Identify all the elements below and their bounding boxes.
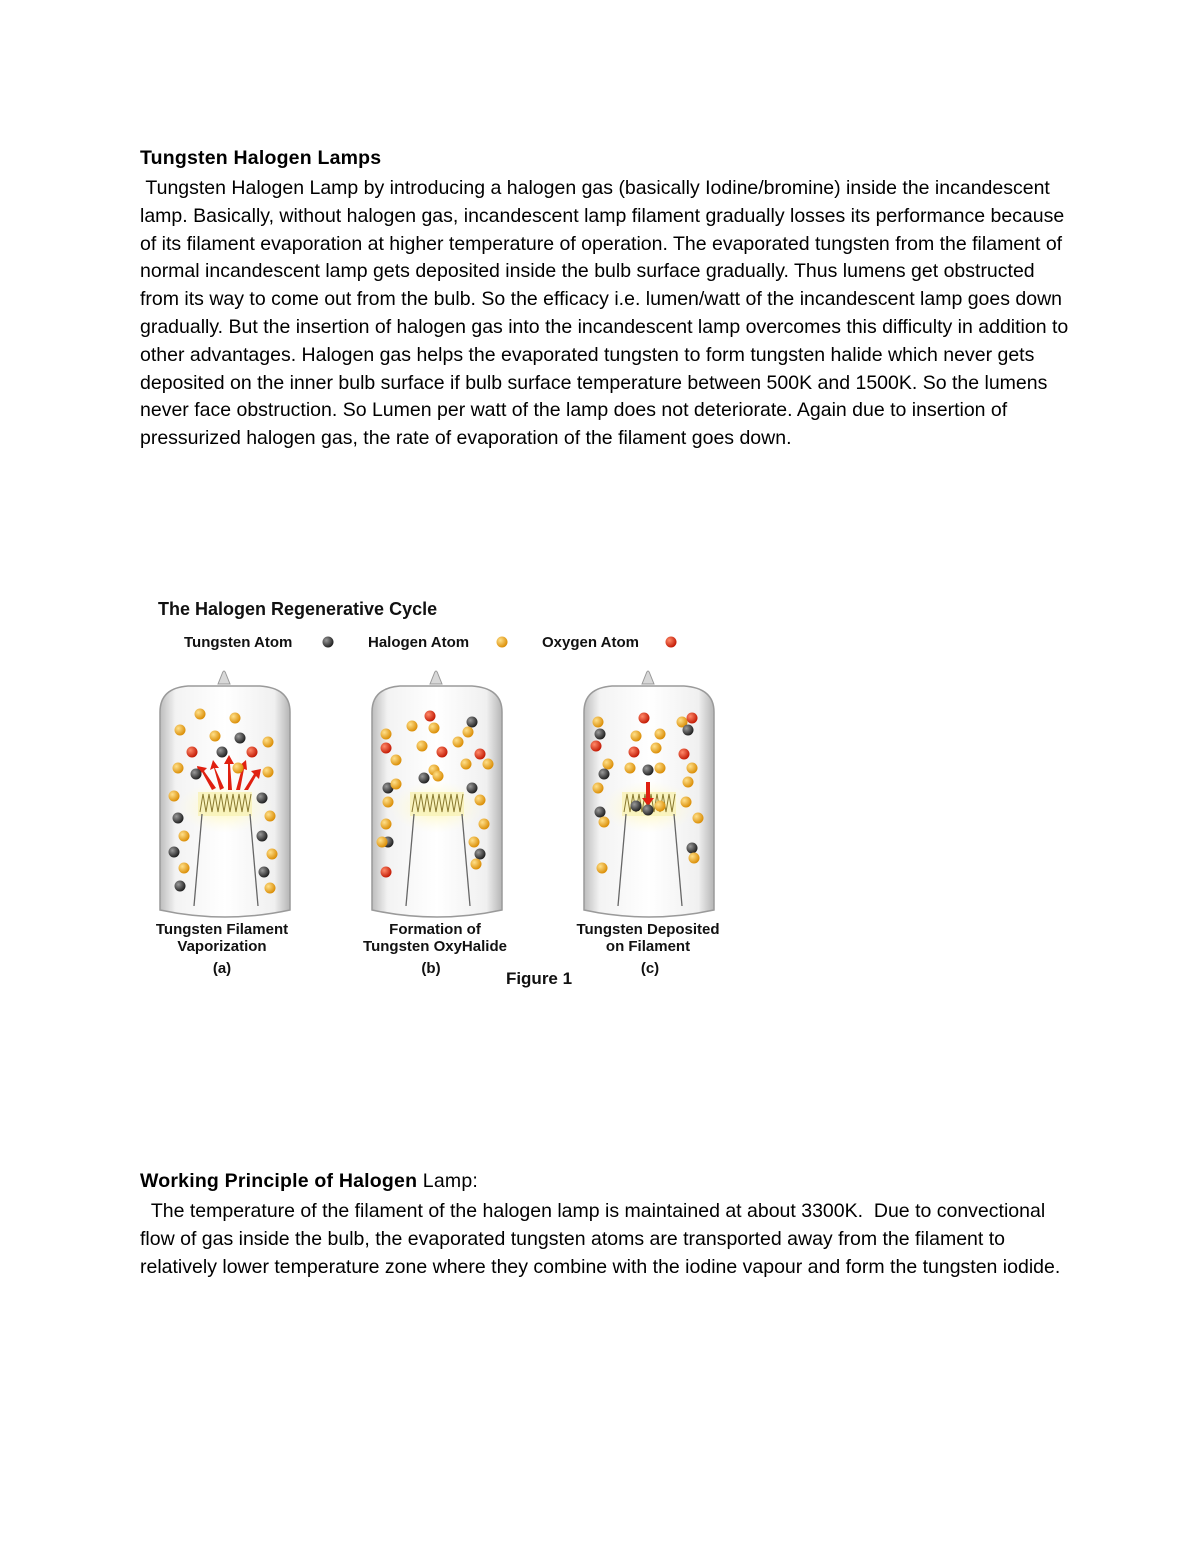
paragraph-tungsten-halogen-intro [140,175,1074,453]
figure-illustration [140,592,760,1002]
panel-b-caption-line2: Tungsten OxyHalide [363,938,507,955]
panel-a-letter: (a) [212,960,232,977]
paragraph-text: Tungsten Halogen Lamp by introducing a halogen gas (basically Iodine/bromine) inside the incandescent lamp. Basically, without halogen gas, incandescent lamp filament gradually losses its performance because of its filament evaporation at higher temperature of operation. The evaporated tungsten from the filament of normal incandescent lamp gets deposited inside the bulb surface gradually. Thus lumens get obstructed from its way to come out from the bulb. So the efficacy i.e. lumen/watt of the incandescent lamp goes down gradually. But the insertion of halogen gas into the incandescent lamp overcomes this difficulty in addition to other advantages. Halogen gas helps the evaporated tungsten to form tungsten halide which never gets deposited on the inner bulb surface if bulb surface temperature between 500K and 1500K. So the lumens never face obstruction. So Lumen per watt of the lamp does not deteriorate. Again due to insertion of pressurized halogen gas, the rate of evaporation of the filament goes down. [140,177,1074,450]
section-title-tungsten-halogen-lamps: Tungsten Halogen Lamps [140,147,382,169]
legend-label-tungsten: Tungsten Atom [184,634,293,651]
panel-c-caption-line1: Tungsten Deposited [576,921,720,938]
figure-title: The Halogen Regenerative Cycle [158,599,438,619]
bulb-c [584,671,714,917]
bulb-a [160,671,290,917]
panel-a-caption-line2: Vaporization [177,938,267,955]
figure-halogen-regenerative-cycle [140,592,760,1002]
legend-label-halogen: Halogen Atom [368,634,470,651]
oxygen-atom-legend-icon [666,637,677,648]
paragraph-text: The temperature of the filament of the halogen lamp is maintained at about 3300K. Due to convectional flow of gas inside the bulb, the evaporated tungsten atoms are transported away from the filament to relatively lower temperature zone where they combine with the iodine vapour and form the tungsten iodide. [140,1200,1061,1278]
bulb-b [372,671,502,917]
panel-b-letter: (b) [421,960,441,977]
section-title-working-principle [140,1170,478,1193]
panel-c-letter: (c) [640,960,660,977]
halogen-atom-legend-icon [497,637,508,648]
panel-b-caption-line1: Formation of [389,921,481,938]
legend-label-oxygen: Oxygen Atom [542,634,639,651]
figure-label: Figure 1 [505,969,573,988]
tungsten-atom-legend-icon [323,637,334,648]
panel-c-caption-line2: on Filament [605,938,691,955]
section-title-rest: Lamp: [417,1170,479,1192]
section-title-bold: Working Principle of Halogen [140,1170,418,1192]
paragraph-working-principle [140,1198,1070,1281]
panel-a-caption-line1: Tungsten Filament [155,921,289,938]
